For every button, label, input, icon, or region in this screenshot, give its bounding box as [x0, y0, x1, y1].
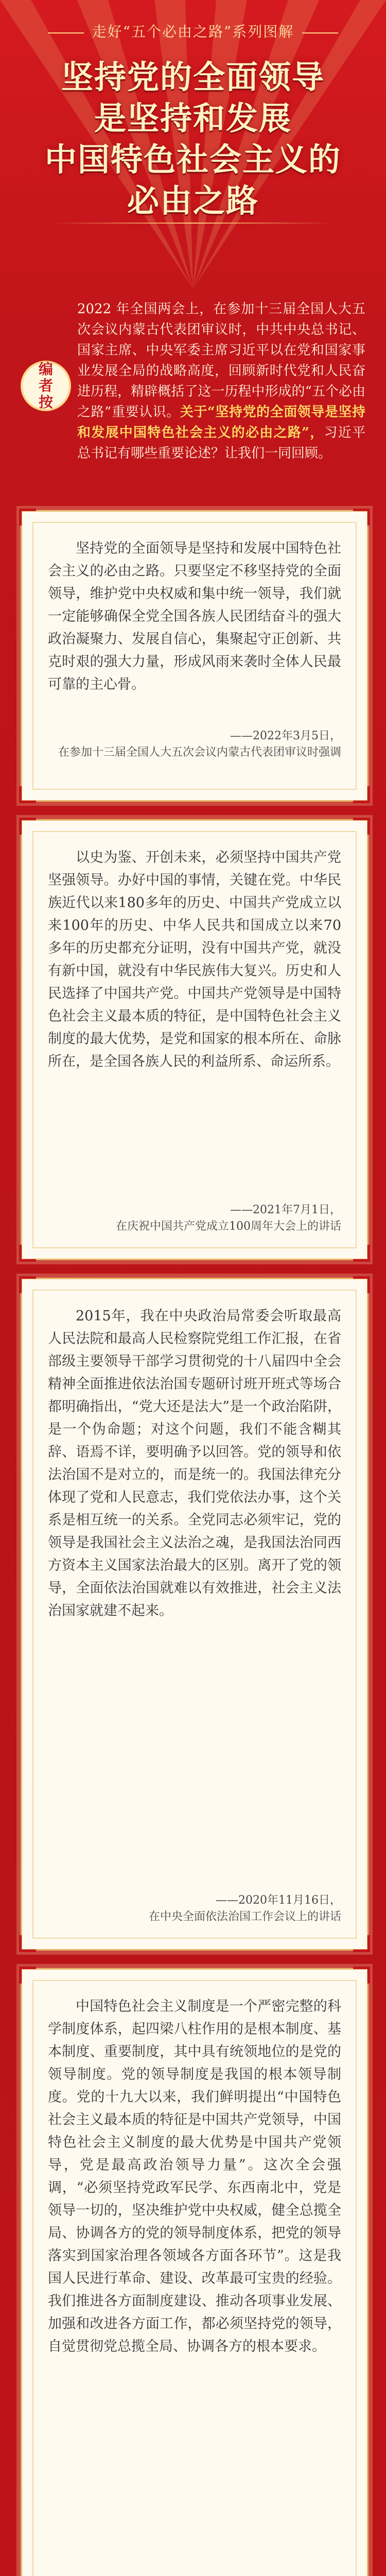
quote-date: ——2022年3月5日，: [230, 730, 341, 742]
title-divider: [51, 223, 335, 224]
badge-char: 编: [38, 361, 53, 378]
editor-note-badge: [21, 361, 71, 411]
corner-ornament: [19, 1276, 36, 1293]
quote-paragraph: 以史为鉴、开创未来，必须坚持中国共产党坚强领导。办好中国的事情，关键在党。中华民族近代以来180多年的历史、中国共产党成立以来100年的历史、中华人民共和国成立以来70多年的历史都充分证明，没有中国共产党，就没有新中国，就没有中华民族伟大复兴。历史和人民选择了中国共产党。中国共产党领导是中国特色社会主义最本质的特征，是中国特色社会主义制度的最大优势，是党和国家的根本所在、命脉所在，是全国各族人民的利益所系、命运所系。: [48, 850, 341, 1070]
corner-ornament: [353, 1967, 370, 1984]
editor-note: [21, 299, 365, 489]
title-line-4: 必由之路: [127, 182, 259, 219]
badge-char: 按: [38, 394, 53, 411]
corner-ornament: [19, 509, 36, 526]
header: [0, 0, 386, 289]
corner-ornament: [353, 786, 370, 803]
title-line-2: 是坚持和发展: [94, 99, 292, 137]
corner-ornament: [19, 1967, 36, 1984]
corner-ornament: [353, 509, 370, 526]
corner-ornament: [353, 818, 370, 835]
quote-body: [48, 537, 341, 696]
quote-card: [21, 819, 369, 1260]
quote-source: [116, 1202, 341, 1235]
corner-ornament: [19, 818, 36, 835]
badge-char: 者: [38, 377, 53, 394]
editor-note-tail: 习近平总书记有哪些重要论述？让我们一同回顾。: [77, 425, 365, 461]
quote-card: [21, 510, 369, 802]
quote-occasion: 在庆祝中国共产党成立100周年大会上的讲话: [116, 1220, 341, 1233]
quote-paragraph: 2015年，我在中央政治局常委会听取最高人民法院和最高人民检察院党组工作汇报，在省部级主要领导干部学习贯彻党的十八届四中全会精神全面推进依法治国专题研讨班开班式等场合都明确指出，“党大还是法大”是一个政治陷阱，是一个伪命题；对这个问题，我们不能含糊其辞、语焉不详，要明确予以回答。党的领导和依法治国不是对立的，而是统一的。我国法律充分体现了党和人民意志，我们党依法办事，这个关系是相互统一的关系。全党同志必须牢记，党的领导是我国社会主义法治之魂，是我国法治同西方资本主义国家法治最大的区别。离开了党的领导，全面依法治国就难以有效推进，社会主义法治国家就建不起来。: [48, 1308, 341, 1619]
corner-ornament: [353, 1935, 370, 1952]
quote-occasion: 在参加十三届全国人大五次会议内蒙古代表团审议时强调: [58, 746, 341, 759]
series-label: 走好“五个必由之路”系列图解: [0, 21, 386, 41]
corner-ornament: [353, 1245, 370, 1262]
corner-ornament: [19, 1935, 36, 1952]
title-line-3: 中国特色社会主义的: [44, 141, 341, 178]
corner-ornament: [19, 786, 36, 803]
quote-body: [48, 1995, 341, 2358]
quote-date: ——2021年7月1日，: [230, 1204, 341, 1216]
quote-card: [21, 1968, 369, 2576]
editor-note-text: [77, 299, 365, 464]
quote-body: [48, 1305, 341, 1622]
corner-ornament: [19, 1245, 36, 1262]
quote-source: [149, 1892, 341, 1925]
quote-card: [21, 1278, 369, 1951]
quote-occasion: 在中央全面依法治国工作会议上的讲话: [148, 1910, 341, 1923]
quote-date: ——2020年11月16日，: [216, 1894, 341, 1907]
title-line-1: 坚持党的全面领导: [61, 58, 325, 96]
quote-paragraph: 中国特色社会主义制度是一个严密完整的科学制度体系，起四梁八柱作用的是根本制度、基本制度、重要制度，其中具有统领地位的是党的领导制度。党的领导制度是我国的根本领导制度。党的十九大以来，我们鲜明提出“中国特色社会主义最本质的特征是中国共产党领导，中国特色社会主义制度的最大优势是中国共产党领导，党是最高政治领导力量”。这次全会强调，“必须坚持党政军民学、东西南北中，党是领导一切的，坚决维护党中央权威，健全总揽全局、协调各方的党的领导制度体系，把党的领导落实到国家治理各领域各方面各环节”。这是我国人民进行革命、建设、改革最可宝贵的经验。我们推进各方面制度建设、推动各项事业发展、加强和改进各方面工作，都必须坚持党的领导，自觉贯彻党总揽全局、协调各方的根本要求。: [48, 1998, 341, 2354]
quote-source: [58, 728, 341, 761]
quote-paragraph: 坚持党的全面领导是坚持和发展中国特色社会主义的必由之路。只要坚定不移坚持党的全面领导，维护党中央权威和集中统一领导，我们就一定能够确保全党全国各族人民团结奋斗的强大政治凝聚力、发展自信心，集聚起守正创新、共克时艰的强大力量，形成风雨来袭时全体人民最可靠的主心骨。: [48, 540, 341, 692]
quote-body: [48, 846, 341, 1073]
editor-note-intro: 2022 年全国两会上，在参加十三届全国人大五次会议内蒙古代表团审议时，中共中央总书记、国家主席、中央军委主席习近平以在党和国家事业发展全局的战略高度，回顾新时代党和人民奋进历程，精辟概括了这一历程中形成的“五个必由之路”重要认识。: [77, 301, 365, 420]
editor-note-highlight: 关于“坚持党的全面领导是坚持和发展中国特色社会主义的必由之路”，: [77, 404, 365, 440]
corner-ornament: [353, 1276, 370, 1293]
